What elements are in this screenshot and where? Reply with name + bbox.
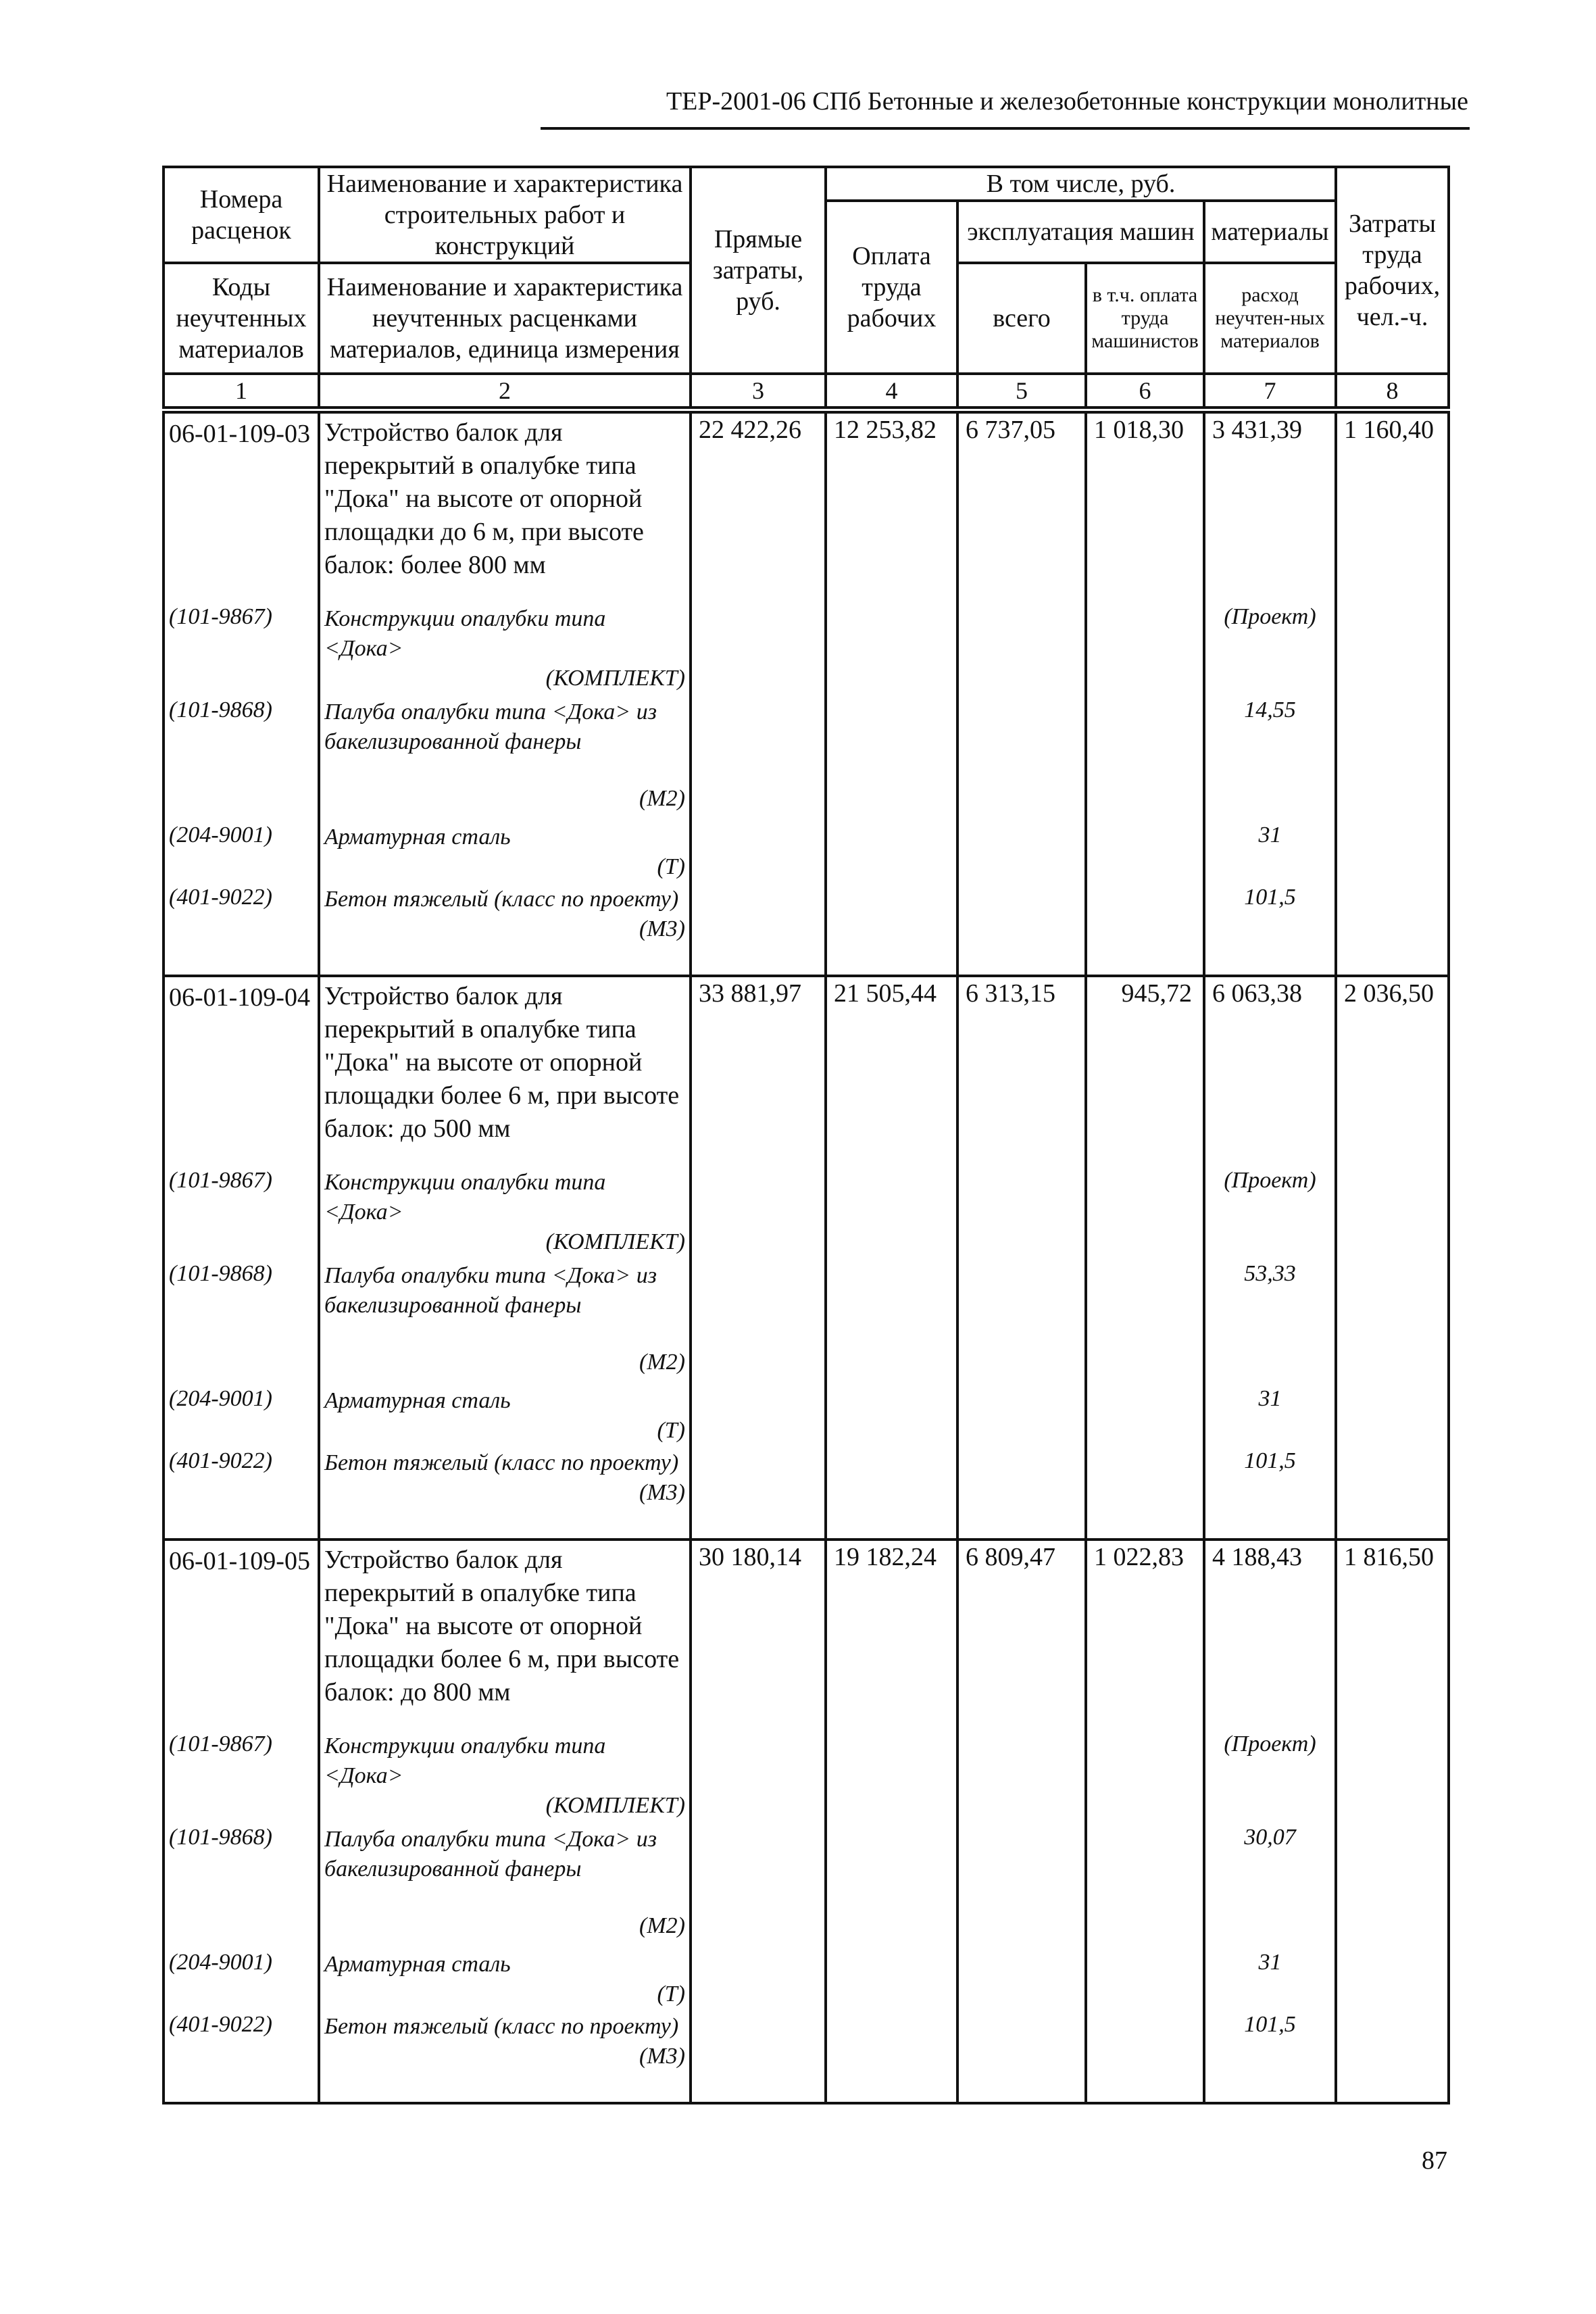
material-code: (401-9022): [169, 2012, 272, 2037]
col7-header: расход неучтен-ных материалов: [1204, 263, 1336, 374]
col-number-1: 1: [164, 374, 319, 408]
table-header: [162, 166, 1450, 409]
rate-code: 06-01-109-04: [169, 983, 310, 1012]
machines-total: 6 737,05: [957, 412, 1086, 976]
material-amount: 31: [1258, 822, 1282, 847]
material-unit: (М2): [639, 786, 685, 811]
labor-hours: 2 036,50: [1336, 976, 1449, 1540]
material-name: [320, 1386, 689, 1446]
group-header: В том числе, руб.: [826, 167, 1336, 201]
material-name-text: Конструкции опалубки типа <Дока>: [324, 1170, 606, 1225]
work-title: Устройство балок для перекрытий в опалубке типа "Дока" на высоте от опорной площадки до 6 м, при высоте балок: более 800 мм: [324, 418, 644, 579]
material-unit: (М2): [639, 1913, 685, 1938]
material-name: [320, 1168, 689, 1257]
col-number-2: 2: [319, 374, 691, 408]
material-name: [320, 1825, 689, 1941]
material-amount: (Проект): [1224, 1168, 1316, 1193]
price-table-body: [162, 411, 1450, 2104]
material-name-text: Арматурная сталь: [324, 824, 511, 850]
material-unit: (М3): [639, 916, 685, 941]
rate-code: 06-01-109-03: [169, 420, 310, 448]
material-name-text: Бетон тяжелый (класс по проекту): [324, 1450, 679, 1475]
col-number-3: 3: [691, 374, 826, 408]
material-unit: (М3): [639, 1480, 685, 1505]
material-unit: (КОМПЛЕКТ): [545, 1793, 685, 1818]
material-amount: 53,33: [1244, 1261, 1296, 1286]
material-name: [320, 822, 689, 882]
material-name: [320, 1950, 689, 2009]
material-amount: 31: [1258, 1386, 1282, 1411]
labor-hours: 1 816,50: [1336, 1540, 1449, 2103]
machines-total: 6 809,47: [957, 1540, 1086, 2103]
material-amount: 30,07: [1244, 1825, 1296, 1850]
material-unit: (Т): [657, 854, 685, 879]
material-name: [320, 1731, 689, 1821]
material-name: [320, 2012, 689, 2071]
col6-header: в т.ч. оплата труда машинистов: [1086, 263, 1204, 374]
material-amount: 101,5: [1244, 1448, 1296, 1473]
material-amount: 101,5: [1244, 885, 1296, 910]
material-name-text: Арматурная сталь: [324, 1388, 511, 1413]
direct-cost: 22 422,26: [691, 412, 826, 976]
table-row: [164, 412, 1449, 976]
material-name-text: Бетон тяжелый (класс по проекту): [324, 887, 679, 912]
material-name: [320, 604, 689, 693]
col1-bottom-header: Коды неучтенных материалов: [164, 263, 319, 374]
col3-header: Прямые затраты, руб.: [691, 167, 826, 374]
labor-hours: 1 160,40: [1336, 412, 1449, 976]
material-name-text: Палуба опалубки типа <Дока> из бакелизированной фанеры: [324, 699, 657, 754]
material-name: [320, 1448, 689, 1508]
material-name: [320, 1261, 689, 1377]
materials-cost: 6 063,38: [1212, 979, 1302, 1008]
material-code: (101-9867): [169, 1168, 272, 1193]
page-header-title: ТЕР-2001-06 СПб Бетонные и железобетонные конструкции монолитные: [666, 87, 1468, 116]
material-amount: 101,5: [1244, 2012, 1296, 2037]
material-amount: (Проект): [1224, 604, 1316, 629]
materials-cost: 4 188,43: [1212, 1543, 1302, 1571]
col1-top-header: Номера расценок: [164, 167, 319, 263]
labor-cost: 19 182,24: [826, 1540, 957, 2103]
material-unit: (КОМПЛЕКТ): [545, 1229, 685, 1254]
work-title: Устройство балок для перекрытий в опалубке типа "Дока" на высоте от опорной площадки более 6 м, при высоте балок: до 800 мм: [324, 1546, 680, 1706]
col2-bottom-header: Наименование и характеристика неучтенных расценками материалов, единица измерения: [319, 263, 691, 374]
direct-cost: 33 881,97: [691, 976, 826, 1540]
material-code: (101-9867): [169, 1731, 272, 1756]
col-number-4: 4: [826, 374, 957, 408]
material-name-text: Палуба опалубки типа <Дока> из бакелизированной фанеры: [324, 1827, 657, 1881]
machines-labor: 1 018,30: [1086, 412, 1204, 976]
col-number-8: 8: [1336, 374, 1449, 408]
material-code: (101-9868): [169, 1825, 272, 1850]
materials-header: материалы: [1204, 201, 1336, 263]
work-title: Устройство балок для перекрытий в опалубке типа "Дока" на высоте от опорной площадки более 6 м, при высоте балок: до 500 мм: [324, 982, 680, 1143]
material-code: (204-9001): [169, 822, 272, 847]
material-code: (101-9868): [169, 697, 272, 722]
material-name-text: Арматурная сталь: [324, 1952, 511, 1977]
direct-cost: 30 180,14: [691, 1540, 826, 2103]
col-number-6: 6: [1086, 374, 1204, 408]
material-code: (204-9001): [169, 1386, 272, 1411]
machines-labor: 1 022,83: [1086, 1540, 1204, 2103]
col-number-5: 5: [957, 374, 1086, 408]
material-name-text: Бетон тяжелый (класс по проекту): [324, 2014, 679, 2039]
material-code: (204-9001): [169, 1950, 272, 1975]
material-code: (401-9022): [169, 885, 272, 910]
material-unit: (Т): [657, 1981, 685, 2007]
table-row: [164, 976, 1449, 1540]
material-code: (101-9868): [169, 1261, 272, 1286]
materials-cost: 3 431,39: [1212, 416, 1302, 444]
col5-header: всего: [957, 263, 1086, 374]
material-amount: (Проект): [1224, 1731, 1316, 1756]
table-row: [164, 1540, 1449, 2103]
material-name-text: Конструкции опалубки типа <Дока>: [324, 606, 606, 661]
material-amount: 14,55: [1244, 697, 1296, 722]
material-code: (401-9022): [169, 1448, 272, 1473]
material-name: [320, 697, 689, 814]
material-code: (101-9867): [169, 604, 272, 629]
col-number-7: 7: [1204, 374, 1336, 408]
rate-code: 06-01-109-05: [169, 1547, 310, 1575]
page-number: 87: [1422, 2146, 1447, 2175]
material-name-text: Конструкции опалубки типа <Дока>: [324, 1733, 606, 1788]
material-unit: (М3): [639, 2044, 685, 2069]
material-name-text: Палуба опалубки типа <Дока> из бакелизированной фанеры: [324, 1263, 657, 1318]
material-unit: (КОМПЛЕКТ): [545, 666, 685, 691]
material-name: [320, 885, 689, 944]
page-header: [541, 87, 1470, 130]
material-unit: (М2): [639, 1350, 685, 1375]
machines-labor: 945,72: [1086, 976, 1204, 1540]
col8-header: Затраты труда рабочих, чел.-ч.: [1336, 167, 1449, 374]
machines-total: 6 313,15: [957, 976, 1086, 1540]
labor-cost: 21 505,44: [826, 976, 957, 1540]
labor-cost: 12 253,82: [826, 412, 957, 976]
col4-header: Оплата труда рабочих: [826, 201, 957, 374]
machines-header: эксплуатация машин: [957, 201, 1204, 263]
col2-top-header: Наименование и характеристика строительных работ и конструкций: [319, 167, 691, 263]
material-amount: 31: [1258, 1950, 1282, 1975]
material-unit: (Т): [657, 1418, 685, 1443]
